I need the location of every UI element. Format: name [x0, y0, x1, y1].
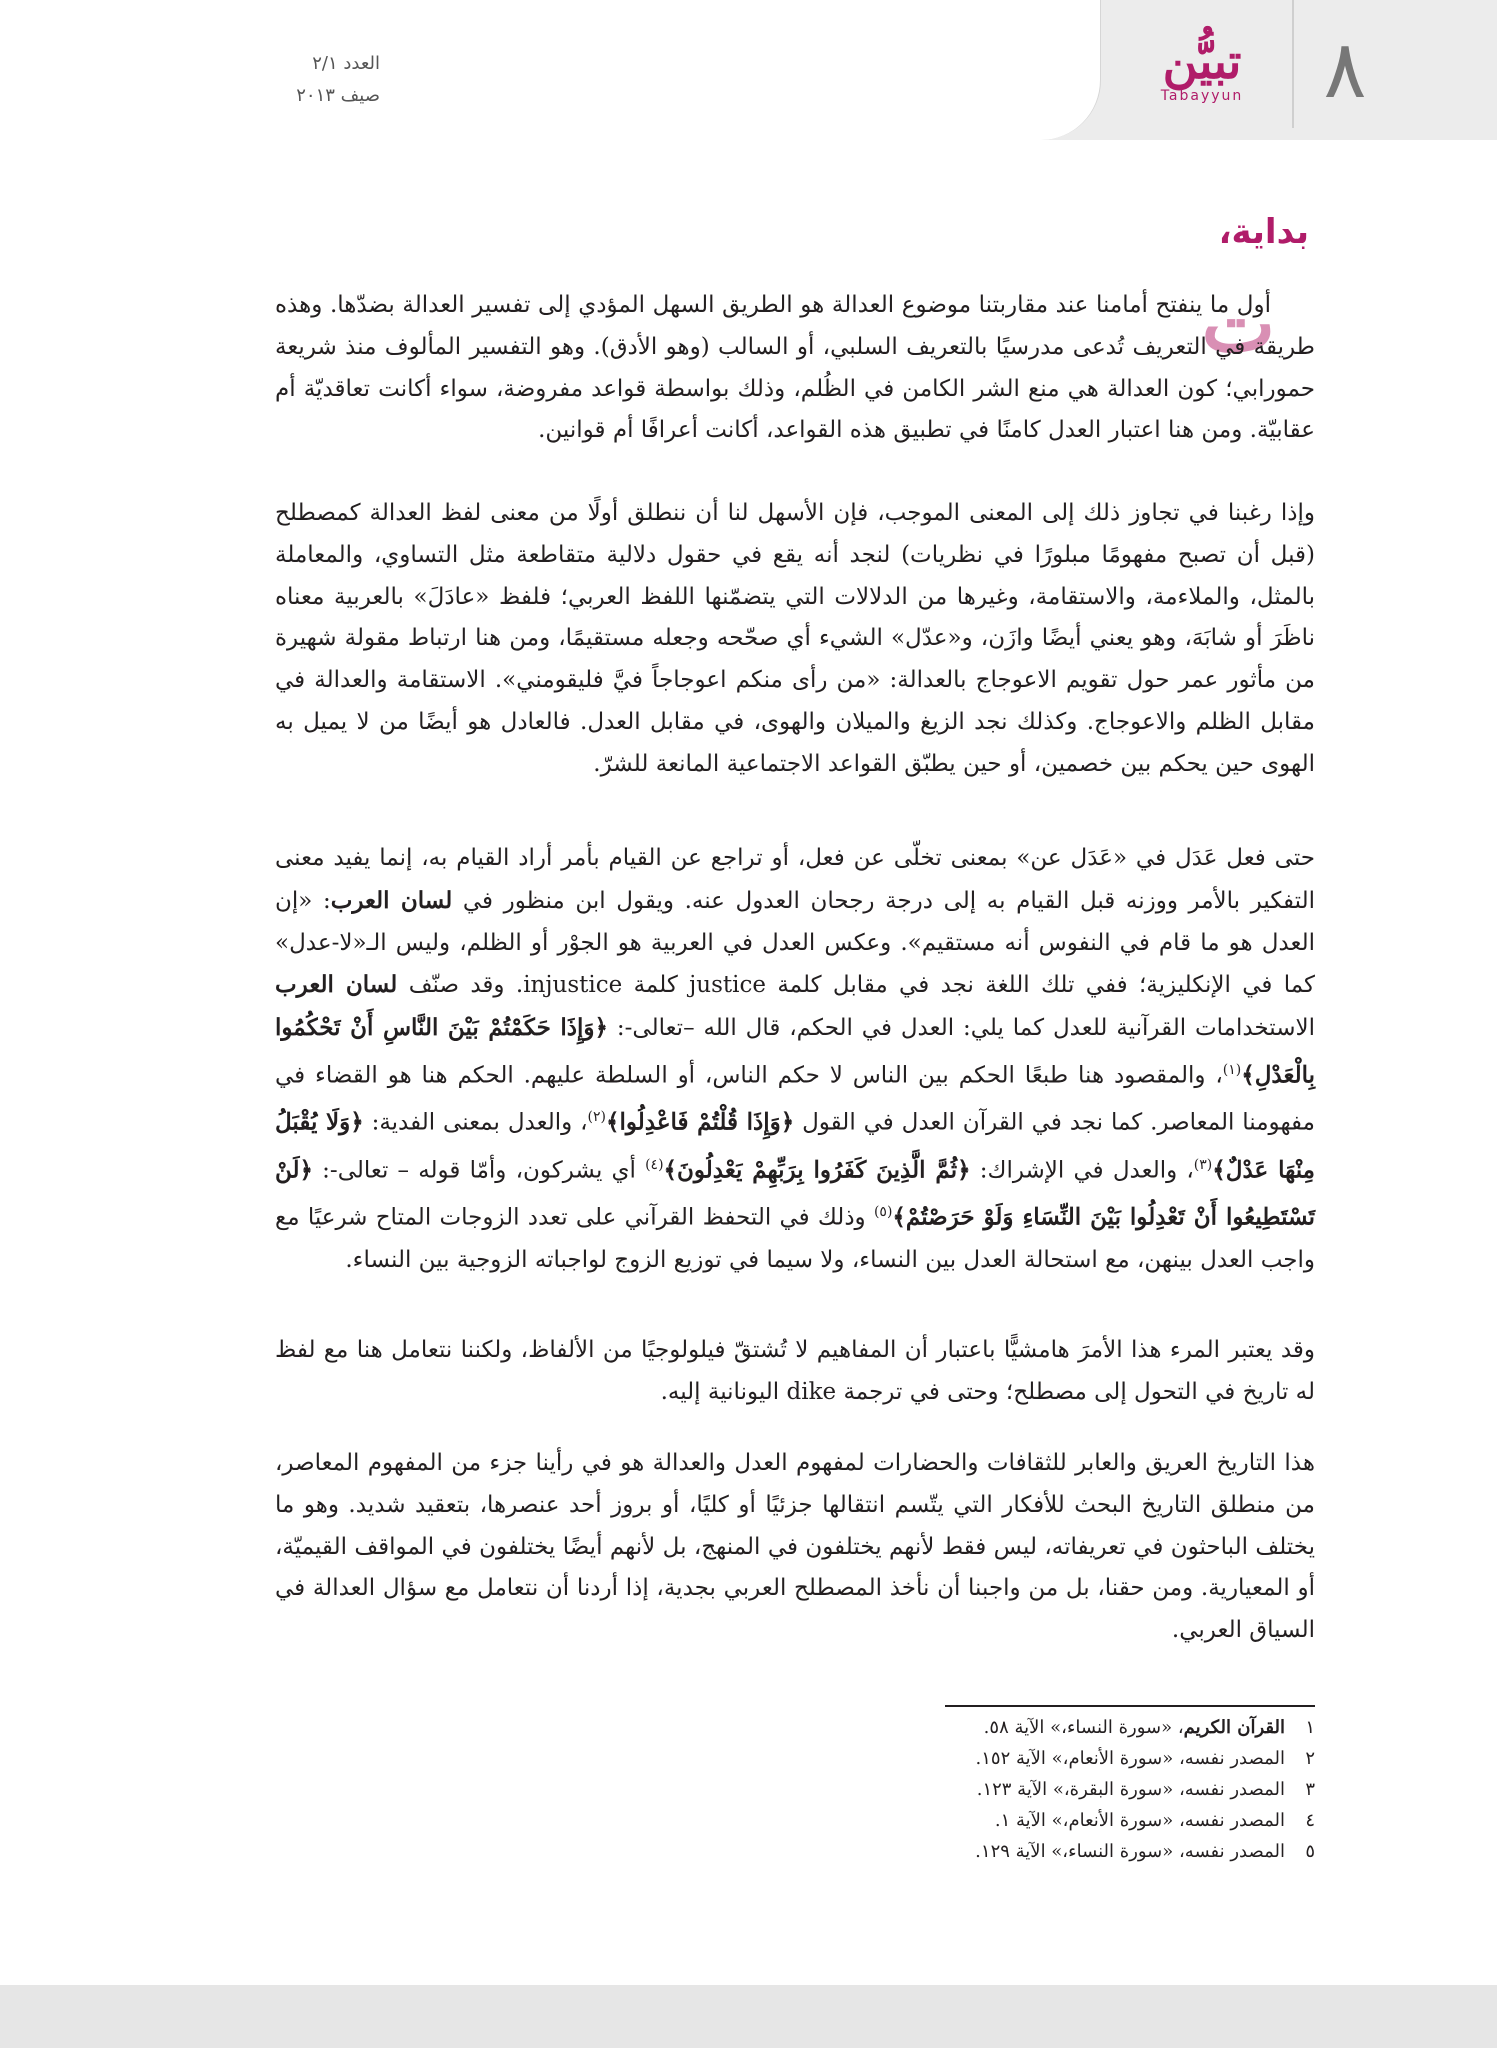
quran-verse-5: ﴿لَنْ تَسْتَطِيعُوا أَنْ تَعْدِلُوا بَيْنَ النِّسَاءِ وَلَوْ حَرَصْتُمْ﴾	[275, 1156, 1315, 1231]
paragraph-2: وإذا رغبنا في تجاوز ذلك إلى المعنى الموجب، فإن الأسهل لنا أن ننطلق أولًا من معنى لفظ العدالة كمصطلح (قبل أن تصبح مفهومًا مبلورًا في نظريات) لنجد أنه يقع في حقول دلالية متقاطعة مثل التساوي، والمعاملة بالمثل، والملاءمة، والاستقامة، وغيرها من الدلالات التي يتضمّنها اللفظ العربي؛ فلفظ «عادَلَ» بالعربية معناه ناظَرَ أو شابَهَ، وهو يعني أيضًا وازَن، و«عدّل» الشيء أي صحّحه وجعله مستقيمًا، ومن هنا ارتباط مقولة شهيرة من مأثور عمر حول تقويم الاعوجاج بالعدالة: «من رأى منكم اعوجاجاً فيَّ فليقومني». الاستقامة والعدالة في مقابل الظلم والاعوجاج. وكذلك نجد الزيغ والميلان والهوى، في مقابل العدل. فالعادل هو أيضًا من لا يميل به الهوى حين يحكم بين خصمين، أو حين يطبّق القواعد الاجتماعية المانعة للشرّ.	[275, 500, 1315, 777]
header-divider	[1292, 0, 1294, 128]
paragraph-1-text: أول ما ينفتح أمامنا عند مقاربتنا موضوع العدالة هو الطريق السهل المؤدي إلى تفسير العدالة بضدّها. وهذه طريقة في التعريف تُدعى مدرسيًا بالتعريف السلبي، أو السالب (وهو الأدق). وهو التفسير المألوف منذ شريعة حمورابي؛ كون العدالة هي منع الشر الكامن في الظُلم، وذلك بواسطة قواعد مفروضة، سواء أكانت تعاقديّة أم عقابيّة. ومن هنا اعتبار العدل كامنًا في تطبيق هذه القواعد، أكانت أعرافًا أم قوانين.	[275, 292, 1315, 444]
issue-info	[270, 48, 380, 112]
book-title-lisan-al-arab: لسان العرب	[330, 886, 453, 914]
logo-latin: Tabayyun	[1160, 88, 1244, 104]
quran-verse-3: ﴿وَلَا يُقْبَلُ مِنْهَا عَدْلٌ﴾	[275, 1109, 1315, 1184]
p3-text-b: : «إن العدل هو ما قام في النفوس أنه مستقيم». وعكس العدل في العربية هو الجوْر أو الظلم، وليس الـ«لا-عدل» كما في الإنكليزية؛ ففي تلك اللغة نجد في مقابل كلمة justice كلمة injustice. وقد صنّف	[275, 887, 1316, 999]
p3-text-f: ، والعدل في الإشراك:	[979, 1157, 1194, 1184]
drop-cap: ت	[1201, 279, 1275, 370]
header-issue-panel	[0, 0, 1101, 140]
book-title-lisan-al-arab-2: لسان العرب	[275, 971, 398, 999]
footnote-ref-3: (٣)	[1193, 1156, 1213, 1173]
p3-text-g: أي يشركون، وأمّا قوله – تعالى-:	[322, 1157, 636, 1184]
footnote-ref-2: (٢)	[587, 1109, 606, 1126]
section-title: بداية،	[1218, 212, 1309, 252]
footnote-3: ٣المصدر نفسه، «سورة البقرة،» الآية ١٢٣.	[976, 1779, 1315, 1800]
footnotes	[795, 1712, 1315, 1867]
footnote-4: ٤المصدر نفسه، «سورة الأنعام،» الآية ١.	[994, 1810, 1315, 1831]
footnote-1: ١القرآن الكريم، «سورة النساء،» الآية ٥٨.	[983, 1717, 1315, 1738]
paragraph-3	[275, 838, 1315, 1282]
p3-text-e: ، والعدل بمعنى الفدية:	[371, 1110, 588, 1137]
quran-verse-4: ﴿ثُمَّ الَّذِينَ كَفَرُوا بِرَبِّهِمْ يَعْدِلُونَ﴾	[663, 1156, 971, 1184]
footnote-ref-4: (٤)	[645, 1156, 664, 1173]
paragraph-1	[275, 279, 1315, 452]
tabayyun-logo	[1122, 30, 1282, 130]
p3-text-d: ، والمقصود هنا طبعًا الحكم بين الناس لا حكم الناس، أو السلطة عليهم. الحكم هنا هو القضاء في مفهومنا المعاصر. كما نجد في القرآن العدل في القول	[275, 1062, 1315, 1137]
footnote-1-source: القرآن الكريم	[1183, 1717, 1285, 1738]
p3-text-h: وذلك في التحفظ القرآني على تعدد الزوجات المتاح شرعيًا مع واجب العدل بينهن، مع استحالة العدل بين النساء، ولا سيما في توزيع الزوج لواجباته الزوجية بين النساء.	[275, 1205, 1315, 1273]
logo-arabic: تبيُّن	[1162, 34, 1242, 90]
footnote-2: ٢المصدر نفسه، «سورة الأنعام،» الآية ١٥٢.	[975, 1748, 1315, 1769]
footnote-ref-5: (٥)	[873, 1204, 893, 1221]
issue-number: العدد ٢/١	[312, 53, 380, 74]
footnote-5: ٥المصدر نفسه، «سورة النساء،» الآية ١٢٩.	[975, 1841, 1315, 1862]
page-number: ٨	[1323, 23, 1367, 116]
p3-text-c: الاستخدامات القرآنية للعدل كما يلي: العدل في الحكم، قال الله –تعالى-:	[616, 1015, 1315, 1042]
paragraph-4: وقد يعتبر المرء هذا الأمرَ هامشيًّا باعتبار أن المفاهيم لا تُشتقّ فيلولوجيًا من الألفاظ، ولكننا نتعامل هنا مع لفظ له تاريخ في التحول إلى مصطلح؛ وحتى في ترجمة dike اليونانية إليه.	[275, 1337, 1315, 1405]
paragraph-5: هذا التاريخ العريق والعابر للثقافات والحضارات لمفهوم العدل والعدالة هو في رأينا جزء من المفهوم المعاصر، من منطلق التاريخ البحث للأفكار التي يتّسم انتقالها جزئيًا أو كليًا، أو بروز أحد عنصرها، بتعقيد شديد. وهو ما يختلف الباحثون في تعريفاته، ليس فقط لأنهم يختلفون في المنهج، بل لأنهم أيضًا يختلفون في المواقف القيميّة، أو المعيارية. ومن حقنا، بل من واجبنا أن نأخذ المصطلح العربي بجدية، إذا أردنا أن نتعامل مع سؤال العدالة في السياق العربي.	[275, 1450, 1315, 1644]
footnote-separator	[945, 1705, 1315, 1707]
quran-verse-2: ﴿وَإِذَا قُلْتُمْ فَاعْدِلُوا﴾	[606, 1109, 795, 1137]
footnote-ref-1: (١)	[1222, 1061, 1242, 1078]
issue-season: صيف ٢٠١٣	[296, 85, 380, 106]
p3-text-a: حتى فعل عَدَل في «عَدَل عن» بمعنى تخلّى عن فعل، أو تراجع عن القيام بأمر أراد القيام به، إنما يفيد معنى التفكير بالأمر ووزنه قبل القيام به إلى درجة رجحان العدول عنه. ويقول ابن منظور في	[275, 845, 1315, 914]
footer-band	[0, 1985, 1497, 2048]
quran-verse-1: ﴿وَإِذَا حَكَمْتُمْ بَيْنَ النَّاسِ أَنْ تَحْكُمُوا بِالْعَدْلِ﴾	[275, 1014, 1315, 1089]
